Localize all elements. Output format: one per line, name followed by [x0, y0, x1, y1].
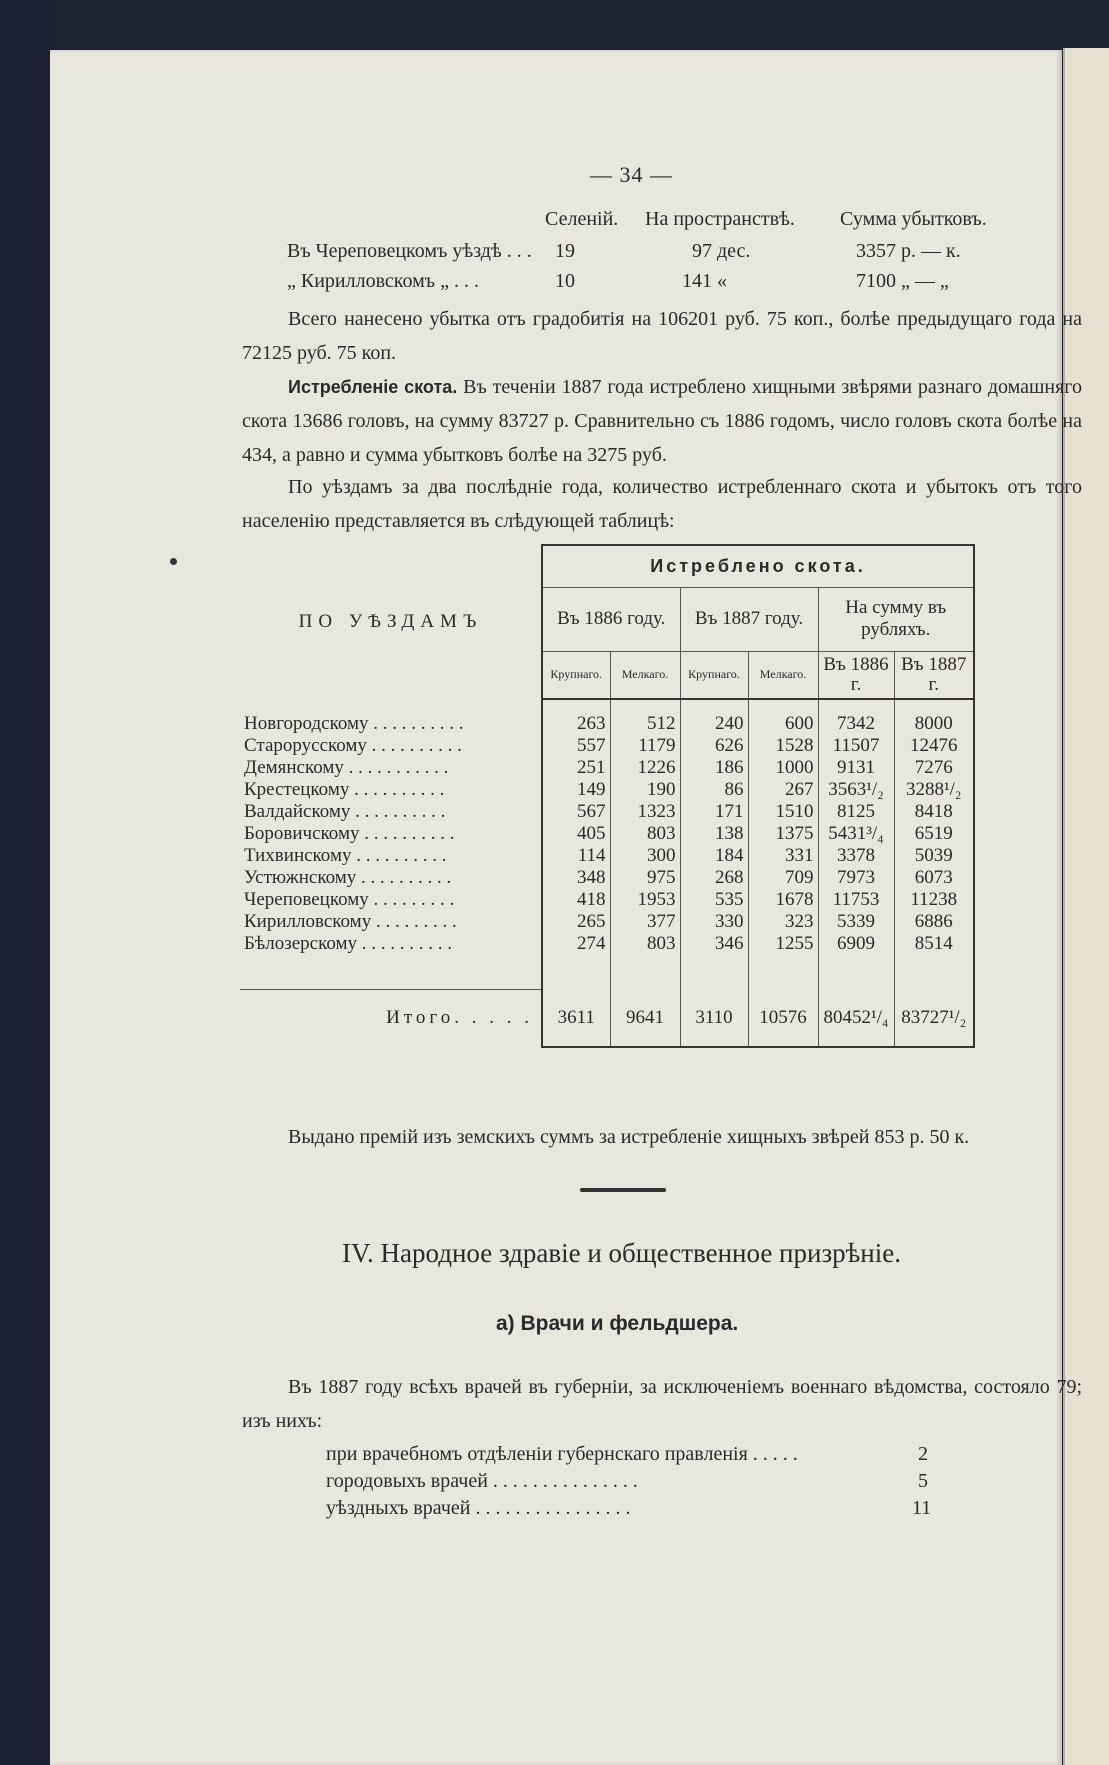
cell-small-1886: 975 [610, 867, 680, 889]
cell-sum-1886: 9131 [818, 757, 894, 779]
cell-sum-1886: 11753 [818, 889, 894, 911]
cell-sum-1887: 5039 [894, 845, 974, 867]
cell-large-1886: 348 [542, 867, 610, 889]
doctor-row-value: 2 [918, 1443, 928, 1465]
livestock-table [240, 544, 975, 1048]
livestock-heading: Истребленіе скота. [288, 377, 458, 397]
cell-sum-1886: 5339 [818, 911, 894, 933]
header-sum-1887: Въ 1887 г. [894, 651, 974, 699]
col-header-area: На пространствѣ. [645, 208, 795, 230]
cell-large-1886: 265 [542, 911, 610, 933]
cell-large-1886: 567 [542, 801, 610, 823]
cell-sum-1886: 6909 [818, 933, 894, 955]
ink-spot [170, 558, 177, 565]
cell-large-1887: 184 [680, 845, 748, 867]
background-left [0, 0, 52, 1765]
top-row-villages: 10 [555, 270, 575, 292]
cell-sum-1887: 3288¹/₂ [894, 779, 974, 801]
header-large-1886: Крупнаго. [542, 651, 610, 699]
cell-sum-1887: 8514 [894, 933, 974, 955]
top-row-label: Въ Череповецкомъ уѣздѣ . . . [287, 240, 532, 262]
total-sum-1887: 83727¹/₂ [894, 989, 974, 1047]
cell-small-1887: 1528 [748, 735, 818, 757]
top-row-sum: 7100 „ — „ [856, 270, 949, 292]
livestock-text: Въ теченіи 1887 года истреблено хищными звѣрями разнаго домашняго скота 13686 головъ, на сумму 83727 р. Сравнительно съ 1886 годомъ, число головъ скота болѣе на 434, а равно и сумма убытковъ болѣе на 3275 руб. [242, 376, 1083, 466]
cell-sum-1887: 8418 [894, 801, 974, 823]
cell-small-1886: 803 [610, 823, 680, 845]
cell-large-1886: 114 [542, 845, 610, 867]
table-row [240, 801, 974, 823]
district-name: Демянскому . . . . . . . . . . . [244, 757, 449, 778]
header-small-1887: Мелкаго. [748, 651, 818, 699]
cell-small-1886: 377 [610, 911, 680, 933]
district-name: Бѣлозерскому . . . . . . . . . . [244, 933, 453, 954]
cell-small-1887: 1255 [748, 933, 818, 955]
cell-sum-1887: 12476 [894, 735, 974, 757]
paragraph-livestock [242, 370, 1082, 472]
header-small-1886: Мелкаго. [610, 651, 680, 699]
cell-sum-1887: 6886 [894, 911, 974, 933]
cell-large-1886: 251 [542, 757, 610, 779]
cell-small-1887: 1678 [748, 889, 818, 911]
total-small-1887: 10576 [748, 989, 818, 1047]
total-small-1886: 9641 [610, 989, 680, 1047]
cell-sum-1886: 7342 [818, 713, 894, 735]
cell-small-1886: 1953 [610, 889, 680, 911]
top-row-villages: 19 [555, 240, 575, 262]
cell-sum-1887: 8000 [894, 713, 974, 735]
table-row [240, 779, 974, 801]
top-row-label: „ Кирилловскомъ „ . . . [287, 270, 479, 292]
district-name: Валдайскому . . . . . . . . . . [244, 801, 446, 822]
page-number: — 34 — [590, 162, 673, 187]
header-1887: Въ 1887 году. [680, 587, 818, 651]
table-title: Истреблено скота. [542, 545, 974, 587]
table-row [240, 933, 974, 955]
cell-large-1886: 557 [542, 735, 610, 757]
cell-large-1887: 171 [680, 801, 748, 823]
top-row-sum: 3357 р. — к. [856, 240, 961, 262]
table-row [240, 845, 974, 867]
paragraph-premiums: Выдано премій изъ земскихъ суммъ за истребленіе хищныхъ звѣрей 853 р. 50 к. [288, 1126, 970, 1148]
cell-small-1887: 331 [748, 845, 818, 867]
total-large-1887: 3110 [680, 989, 748, 1047]
cell-small-1887: 1000 [748, 757, 818, 779]
doctor-row-label: при врачебномъ отдѣленіи губернскаго правленія . . . . . [326, 1443, 798, 1465]
district-name: Боровичскому . . . . . . . . . . [244, 823, 455, 844]
cell-small-1886: 512 [610, 713, 680, 735]
district-name: Старорусскому . . . . . . . . . . [244, 735, 462, 756]
cell-large-1886: 274 [542, 933, 610, 955]
cell-small-1887: 1375 [748, 823, 818, 845]
cell-sum-1886: 3378 [818, 845, 894, 867]
cell-large-1887: 268 [680, 867, 748, 889]
table-row [240, 735, 974, 757]
doctor-row-label: городовыхъ врачей . . . . . . . . . . . . . . . [326, 1470, 638, 1492]
cell-small-1887: 709 [748, 867, 818, 889]
cell-large-1887: 535 [680, 889, 748, 911]
district-name: Крестецкому . . . . . . . . . . [244, 779, 445, 800]
paragraph-doctors: Въ 1887 году всѣхъ врачей въ губерніи, за исключеніемъ военнаго вѣдомства, состояло 79; изъ нихъ: [242, 1376, 1082, 1432]
top-row-area: 97 дес. [692, 240, 751, 262]
cell-large-1887: 626 [680, 735, 748, 757]
header-large-1887: Крупнаго. [680, 651, 748, 699]
total-large-1886: 3611 [542, 989, 610, 1047]
table-row [240, 757, 974, 779]
cell-small-1887: 1510 [748, 801, 818, 823]
cell-large-1887: 86 [680, 779, 748, 801]
header-sum: На сумму въ рубляхъ. [818, 587, 974, 651]
cell-large-1887: 138 [680, 823, 748, 845]
header-sum-1886: Въ 1886 г. [818, 651, 894, 699]
district-header: ПО УѢЗДАМЪ [298, 611, 483, 632]
cell-large-1887: 186 [680, 757, 748, 779]
cell-sum-1886: 11507 [818, 735, 894, 757]
cell-small-1887: 323 [748, 911, 818, 933]
cell-sum-1887: 7276 [894, 757, 974, 779]
table-row [240, 823, 974, 845]
cell-large-1886: 418 [542, 889, 610, 911]
cell-sum-1887: 11238 [894, 889, 974, 911]
cell-sum-1887: 6073 [894, 867, 974, 889]
district-name: Кирилловскому . . . . . . . . . [244, 911, 457, 932]
cell-sum-1887: 6519 [894, 823, 974, 845]
table-row [240, 889, 974, 911]
cell-large-1886: 405 [542, 823, 610, 845]
cell-small-1886: 1323 [610, 801, 680, 823]
cell-small-1887: 267 [748, 779, 818, 801]
total-row [240, 989, 974, 1047]
top-row-area: 141 « [682, 270, 727, 292]
doctor-row-label: уѣздныхъ врачей . . . . . . . . . . . . . . . . [326, 1497, 631, 1519]
cell-small-1886: 1179 [610, 735, 680, 757]
cell-sum-1886: 7973 [818, 867, 894, 889]
district-name: Тихвинскому . . . . . . . . . . [244, 845, 447, 866]
cell-small-1886: 1226 [610, 757, 680, 779]
district-name: Новгородскому . . . . . . . . . . [244, 713, 464, 734]
cell-small-1886: 300 [610, 845, 680, 867]
doctor-row-value: 5 [918, 1470, 928, 1492]
cell-large-1887: 346 [680, 933, 748, 955]
table-row [240, 867, 974, 889]
cell-sum-1886: 3563¹/₂ [818, 779, 894, 801]
cell-small-1887: 600 [748, 713, 818, 735]
cell-small-1886: 190 [610, 779, 680, 801]
cell-sum-1886: 8125 [818, 801, 894, 823]
district-name: Череповецкому . . . . . . . . . [244, 889, 455, 910]
section-title: IV. Народное здравіе и общественное призрѣніе. [342, 1238, 901, 1268]
cell-sum-1886: 5431³/₄ [818, 823, 894, 845]
table-row [240, 713, 974, 735]
header-1886: Въ 1886 году. [542, 587, 680, 651]
cell-small-1886: 803 [610, 933, 680, 955]
doctor-row-value: 11 [912, 1497, 932, 1519]
paragraph-hail-damage: Всего нанесено убытка отъ градобитія на 106201 руб. 75 коп., болѣе предыдущаго года на 72125 руб. 75 коп. [242, 308, 1082, 364]
total-label: Итого. . . . . [386, 1007, 533, 1029]
table-row [240, 911, 974, 933]
document-page [50, 50, 1083, 1765]
total-sum-1886: 80452¹/₄ [818, 989, 894, 1047]
cell-large-1887: 330 [680, 911, 748, 933]
col-header-sum: Сумма убытковъ. [840, 208, 987, 230]
col-header-villages: Селеній. [545, 208, 619, 230]
cell-large-1886: 263 [542, 713, 610, 735]
paragraph-table-intro: По уѣздамъ за два послѣдніе года, количество истребленнаго скота и убытокъ отъ того населенію представляется въ слѣдующей таблицѣ: [242, 476, 1082, 532]
cell-large-1886: 149 [542, 779, 610, 801]
district-name: Устюжнскому . . . . . . . . . . [244, 867, 452, 888]
decorative-rule [580, 1188, 666, 1192]
subsection-title: а) Врачи и фельдшера. [496, 1312, 739, 1335]
cell-large-1887: 240 [680, 713, 748, 735]
